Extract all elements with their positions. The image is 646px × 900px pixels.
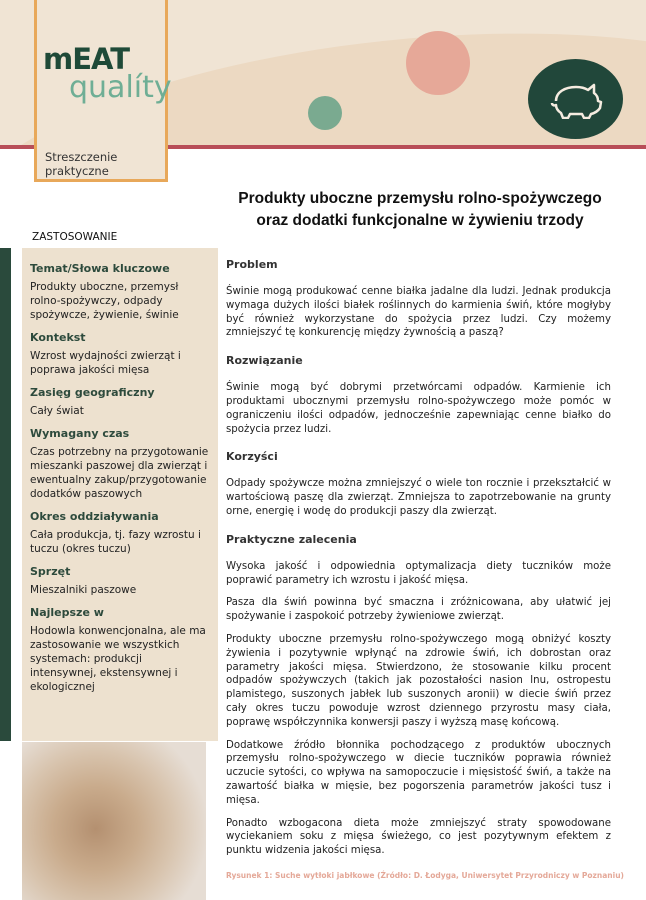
document-type: Streszczenie praktyczne bbox=[45, 150, 118, 178]
section-text: Produkty uboczne przemysłu rolno-spożywczego mogą obniżyć koszty żywienia i pozytywnie wpłynąć na zdrowie świń, ich dobrostan oraz parametry jakości mięsa. Stwierdzono, że stosowanie kilku procent odpadów spożywczych (takich jak pozostałości nasion lnu, ostropestu plamistego, suszonych jabłek lub suszonych aronii) w diecie świń przez cały okres tuczu powoduje wzrost dziennego przyrostu masy ciała, poprawę współczynnika konwersji paszy i wyższą masę końcową. bbox=[226, 633, 611, 728]
section-text: Ponadto wzbogacona dieta może zmniejszyć straty spowodowane wyciekaniem soku z mięsa świeżego, co jest pozytywnym efektem z punktu widzenia jakości mięsa. bbox=[226, 817, 611, 857]
application-panel bbox=[22, 248, 218, 741]
panel-value: Cały świat bbox=[30, 405, 84, 417]
title-line-2: oraz dodatki funkcjonalne w żywieniu trzody bbox=[256, 212, 584, 229]
main-content bbox=[226, 258, 611, 867]
section-heading: Problem bbox=[226, 258, 278, 271]
section-heading: Rozwiązanie bbox=[226, 354, 303, 368]
section-text: Wysoka jakość i odpowiednia optymalizacja diety tuczników może poprawić parametry ich wzrostu i jakość mięsa. bbox=[226, 560, 611, 586]
panel-value: Mieszalniki paszowe bbox=[30, 584, 137, 596]
section-benefits bbox=[226, 450, 611, 518]
panel-label: Wymagany czas bbox=[30, 427, 130, 440]
panel-value: Produkty uboczne, przemysł rolno-spożywczy, odpady spożywcze, żywienie, świnie bbox=[30, 281, 179, 321]
section-text: Odpady spożywcze można zmniejszyć o wiele ton rocznie i przekształcić w wartościową paszę dla zwierząt. Zmniejsza to zapotrzebowanie na grunty orne, energię i wodę do produkcji paszy dla zwierząt. bbox=[226, 478, 611, 517]
section-recommendations bbox=[226, 533, 611, 858]
logo-box bbox=[34, 0, 172, 182]
section-text: Świnie mogą być dobrymi przetwórcami odpadów. Karmienie ich produktami ubocznymi przemysłu rolno-spożywczego może pomóc w ograniczeniu ilości odpadów, jednocześnie zapewniając cenne białko do spożycia przez ludzi. bbox=[226, 382, 611, 435]
panel-label: Kontekst bbox=[30, 331, 86, 344]
sidebar-heading: ZASTOSOWANIE bbox=[32, 231, 118, 243]
panel-label: Temat/Słowa kluczowe bbox=[30, 262, 170, 275]
title-line-1: Produkty uboczne przemysłu rolno-spożywczego bbox=[238, 190, 602, 207]
panel-label: Okres oddziaływania bbox=[30, 510, 159, 523]
section-solution bbox=[226, 354, 611, 436]
green-circle bbox=[308, 96, 342, 130]
sidebar-accent-bar bbox=[0, 248, 11, 741]
logo-quality: qualíty bbox=[69, 70, 172, 105]
panel-value: Cała produkcja, tj. fazy wzrostu i tuczu (okres tuczu) bbox=[30, 529, 201, 555]
section-heading: Praktyczne zalecenia bbox=[226, 532, 357, 546]
logo-meat: mEAT bbox=[43, 42, 130, 76]
section-heading: Korzyści bbox=[226, 450, 278, 464]
section-problem bbox=[226, 258, 611, 340]
section-text: Świnie mogą produkować cenne białka jadalne dla ludzi. Jednak produkcja wymaga dużych ilości białek roślinnych do karmienia świń, które mogłyby być również wykorzystane do spożycia przez ludzi. Czy możemy zmniejszyć tę konkurencję między żywnością a paszą? bbox=[226, 286, 611, 339]
panel-value: Hodowla konwencjonalna, ale ma zastosowanie we wszystkich systemach: produkcji intensywnej, ekstensywnej i ekologicznej bbox=[30, 625, 206, 693]
page-title bbox=[222, 188, 618, 232]
section-text: Dodatkowe źródło błonnika pochodzącego z produktów ubocznych przemysłu rolno-spożywczego w diecie tuczników poprawia również uczucie sytości, co wpływa na samopoczucie i mięsistość świń, a także na zawartość białka w mięsie, bez pogorszenia parametrów jakości tusz i mięsa. bbox=[226, 739, 611, 806]
panel-label: Zasięg geograficzny bbox=[30, 386, 155, 399]
panel-value: Czas potrzebny na przygotowanie mieszanki paszowej dla zwierząt i ewentualny zakup/przygotowanie dodatków paszowych bbox=[30, 446, 209, 500]
figure-caption: Rysunek 1: Suche wytłoki jabłkowe (Źródło: D. Łodyga, Uniwersytet Przyrodniczy w Poznaniu) bbox=[226, 871, 624, 880]
panel-label: Sprzęt bbox=[30, 565, 71, 578]
pig-icon bbox=[528, 59, 623, 139]
panel-label: Najlepsze w bbox=[30, 606, 104, 619]
panel-value: Wzrost wydajności zwierząt i poprawa jakości mięsa bbox=[30, 350, 181, 376]
section-text: Pasza dla świń powinna być smaczna i zróżnicowana, aby ułatwić jej spożywanie i zaspokoić potrzeby żywieniowe zwierząt. bbox=[226, 597, 611, 623]
apple-pomace-photo bbox=[22, 742, 206, 900]
pink-circle bbox=[406, 31, 470, 95]
